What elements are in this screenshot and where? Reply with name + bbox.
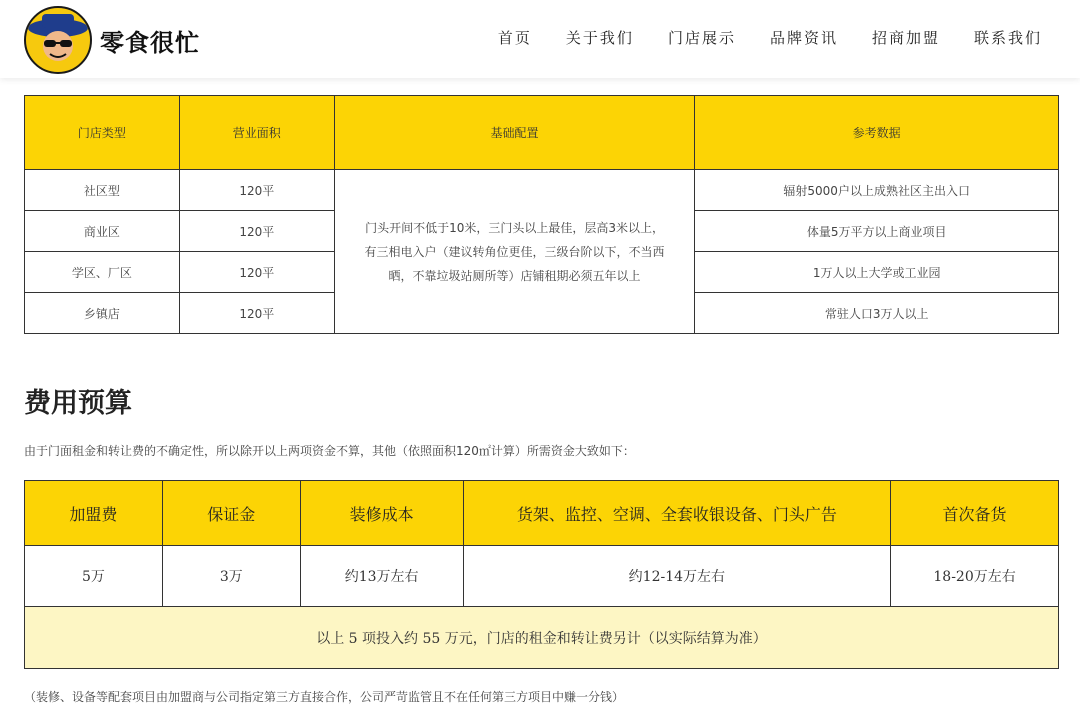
cell-type: 社区型 — [25, 170, 180, 211]
budget-header-row — [25, 481, 1059, 546]
budget-title: 费用预算 — [24, 388, 132, 419]
value-deposit: 3万 — [162, 546, 300, 607]
table-row — [25, 170, 1059, 211]
header-area: 营业面积 — [179, 96, 334, 170]
store-type-table — [24, 95, 1059, 334]
value-franchise-fee: 5万 — [25, 546, 163, 607]
nav-franchise[interactable]: 招商加盟 — [871, 29, 940, 47]
total-note: 以上 5 项投入约 55 万元，门店的租金和转让费另计（以实际结算为准） — [25, 607, 1059, 669]
cell-area: 120平 — [179, 293, 334, 334]
cell-config: 门头开间不低于10米，三门头以上最佳，层高3米以上，有三相电入户（建议转角位更佳，三级台阶以下，不当西晒，不靠垃圾站厕所等）店铺租期必须五年以上 — [334, 170, 695, 334]
header-deposit: 保证金 — [162, 481, 300, 546]
budget-total-row — [25, 607, 1059, 669]
header-equipment: 货架、监控、空调、全套收银设备、门头广告 — [463, 481, 891, 546]
budget-footnote: （装修、设备等配套项目由加盟商与公司指定第三方直接合作，公司严苛监管且不在任何第三方项目中赚一分钱） — [24, 690, 625, 704]
table-header-row — [25, 96, 1059, 170]
header-config: 基础配置 — [334, 96, 695, 170]
nav-about[interactable]: 关于我们 — [565, 29, 634, 47]
budget-values-row — [25, 546, 1059, 607]
brand-name: 零食很忙 — [100, 28, 200, 57]
cell-reference: 常驻人口3万人以上 — [695, 293, 1059, 334]
nav-home[interactable]: 首页 — [497, 29, 532, 47]
main-nav — [464, 27, 1042, 48]
nav-stores[interactable]: 门店展示 — [667, 29, 736, 47]
site-header — [0, 0, 1080, 78]
mascot-logo-icon — [24, 6, 92, 74]
cell-type: 商业区 — [25, 211, 180, 252]
header-decoration: 装修成本 — [300, 481, 463, 546]
budget-table — [24, 480, 1059, 669]
budget-description: 由于门面租金和转让费的不确定性，所以除开以上两项资金不算，其他（依照面积120㎡计算）所需资金大致如下： — [24, 444, 635, 458]
value-equipment: 约12-14万左右 — [463, 546, 891, 607]
cell-area: 120平 — [179, 252, 334, 293]
cell-reference: 体量5万平方以上商业项目 — [695, 211, 1059, 252]
header-franchise-fee: 加盟费 — [25, 481, 163, 546]
cell-type: 学区、厂区 — [25, 252, 180, 293]
cell-reference: 辐射5000户以上成熟社区主出入口 — [695, 170, 1059, 211]
cell-reference: 1万人以上大学或工业园 — [695, 252, 1059, 293]
cell-area: 120平 — [179, 211, 334, 252]
value-first-stock: 18-20万左右 — [891, 546, 1059, 607]
brand-logo[interactable] — [24, 6, 200, 74]
header-reference: 参考数据 — [695, 96, 1059, 170]
cell-type: 乡镇店 — [25, 293, 180, 334]
header-first-stock: 首次备货 — [891, 481, 1059, 546]
header-store-type: 门店类型 — [25, 96, 180, 170]
nav-news[interactable]: 品牌资讯 — [769, 29, 838, 47]
value-decoration: 约13万左右 — [300, 546, 463, 607]
cell-area: 120平 — [179, 170, 334, 211]
nav-contact[interactable]: 联系我们 — [973, 29, 1042, 47]
